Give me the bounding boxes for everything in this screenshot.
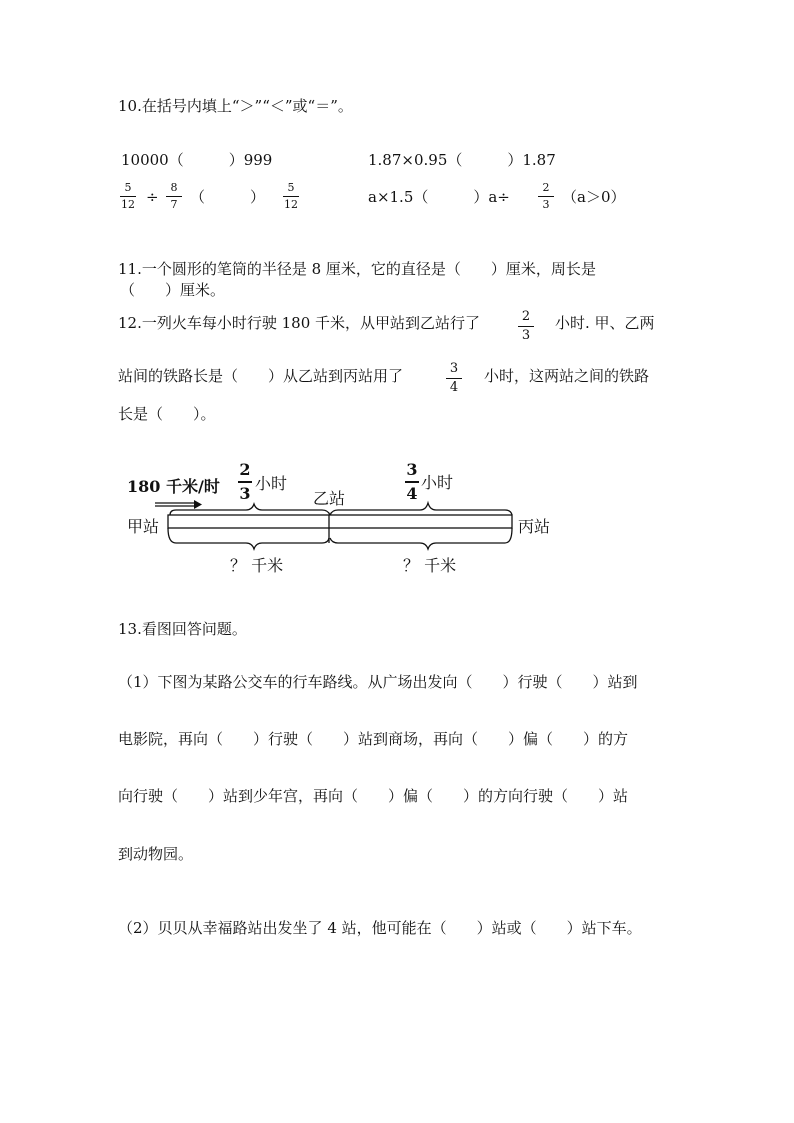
q10-row2-right: a×1.5（ ）a÷ <box>368 188 510 206</box>
q10-fraction-8-7: 8 7 <box>166 182 182 211</box>
diagram-distance-2: ？ 千米 <box>403 556 457 575</box>
diagram-leg2-unit: 小时 <box>421 473 454 492</box>
diagram-leg1-fraction: 2 3 <box>239 460 251 503</box>
q13-title: 13.看图回答问题。 <box>118 620 247 638</box>
diagram-distance-1: ？ 千米 <box>230 556 284 575</box>
q12-fraction-3-4: 3 4 <box>446 362 462 395</box>
q10-fraction-5-12-b: 5 12 <box>284 181 298 211</box>
q10-condition: （a＞0） <box>562 188 626 206</box>
q10-title: 10.在括号内填上“＞”“＜”或“＝”。 <box>118 97 353 115</box>
q13-part1-line4: 到动物园。 <box>118 845 194 863</box>
q13-part2: （2）贝贝从幸福路站出发坐了 4 站，他可能在（ ）站或（ ）站下车。 <box>118 919 642 937</box>
diagram-station-bing: 丙站 <box>518 517 551 536</box>
q11-line2: （ ）厘米。 <box>120 281 226 299</box>
diagram-leg1-unit: 小时 <box>255 474 288 493</box>
diagram-station-jia: 甲站 <box>127 517 160 536</box>
q12-line2a: 站间的铁路长是（ ）从乙站到丙站用了 <box>118 367 404 385</box>
q10-fraction-2-3: 2 3 <box>538 182 554 211</box>
rail-track <box>168 515 512 528</box>
q12-line1a: 12.一列火车每小时行驶 180 千米，从甲站到乙站行了 <box>118 314 481 332</box>
top-brace-2 <box>330 503 512 515</box>
q12-fraction-2-3: 2 3 <box>518 310 534 343</box>
q12-line1b: 小时. 甲、乙两 <box>555 314 655 332</box>
diagram-speed-label: 180 千米/时 <box>127 477 220 496</box>
q10-row1-left: 10000（ ）999 <box>121 151 273 169</box>
diagram-leg2-fraction: 3 4 <box>406 460 418 503</box>
q12-line3: 长是（ ）。 <box>118 405 216 423</box>
q10-row1-right: 1.87×0.95（ ）1.87 <box>368 151 556 169</box>
bottom-brace-1 <box>168 528 329 549</box>
q13-part1-line3: 向行驶（ ）站到少年宫，再向（ ）偏（ ）的方向行驶（ ）站 <box>118 787 629 805</box>
q10-divide-sign: ÷ <box>146 188 159 206</box>
q13-part1-line2: 电影院，再向（ ）行驶（ ）站到商场，再向（ ）偏（ ）的方 <box>118 730 629 748</box>
diagram-station-yi: 乙站 <box>313 489 346 508</box>
bottom-brace-2 <box>330 528 512 549</box>
q13-part1-line1: （1）下图为某路公交车的行车路线。从广场出发向（ ）行驶（ ）站到 <box>118 673 638 691</box>
direction-arrow <box>155 500 202 509</box>
q11-line1: 11.一个圆形的笔筒的半径是 8 厘米，它的直径是（ ）厘米，周长是 <box>118 260 596 278</box>
q10-row2-paren: （ ） <box>190 188 266 206</box>
q12-line2b: 小时，这两站之间的铁路 <box>484 367 650 385</box>
q10-fraction-5-12: 5 12 <box>121 181 135 211</box>
